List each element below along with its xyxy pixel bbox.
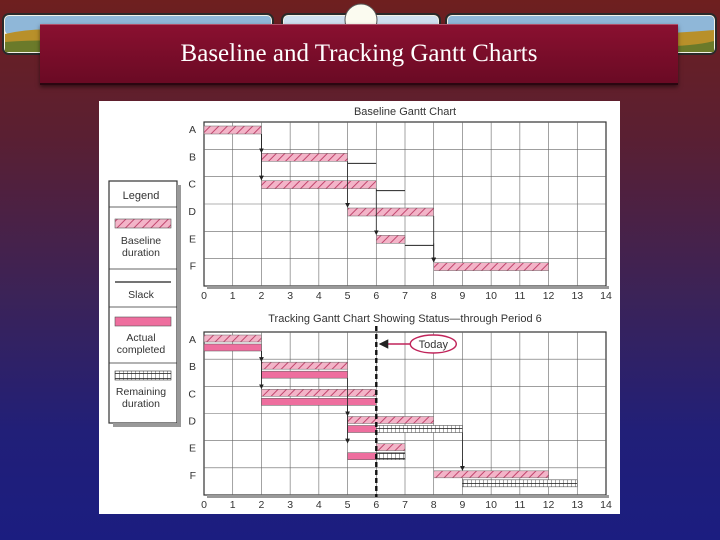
x-tick-label: 2 <box>258 290 265 302</box>
today-label: Today <box>418 339 448 351</box>
baseline-bar <box>204 126 261 134</box>
x-tick-label: 0 <box>201 290 207 302</box>
legend-actual-swatch <box>115 317 171 326</box>
x-tick-label: 9 <box>459 499 466 511</box>
x-tick-label: 6 <box>373 290 380 302</box>
actual-bar <box>261 371 347 378</box>
x-tick-label: 14 <box>600 290 612 302</box>
task-label: B <box>188 151 196 164</box>
task-label: D <box>188 415 196 428</box>
x-tick-label: 14 <box>600 499 612 511</box>
baseline-bar <box>261 362 347 369</box>
task-label: A <box>188 334 196 346</box>
task-label: F <box>189 469 196 482</box>
remaining-bar <box>376 453 405 460</box>
legend-remaining-swatch <box>115 371 171 380</box>
x-tick-label: 3 <box>287 499 294 511</box>
gantt-svg <box>99 101 620 514</box>
x-tick-label: 1 <box>229 499 236 511</box>
task-label: D <box>188 206 196 218</box>
slide-title: Baseline and Tracking Gantt Charts <box>180 40 538 67</box>
task-label: F <box>189 260 196 273</box>
task-label: E <box>188 442 196 455</box>
legend-remaining-label: Remaining duration <box>115 386 167 410</box>
remaining-bar <box>376 426 462 433</box>
x-tick-label: 12 <box>542 499 555 511</box>
x-tick-label: 4 <box>315 499 322 511</box>
x-tick-label: 13 <box>571 290 584 302</box>
x-tick-label: 2 <box>258 499 265 511</box>
legend-title: Legend <box>122 190 160 202</box>
x-tick-label: 1 <box>229 290 236 302</box>
x-tick-label: 13 <box>571 499 584 511</box>
chart-title: Tracking Gantt Chart Showing Status—through Period 6 <box>268 313 542 325</box>
x-tick-label: 8 <box>430 499 437 511</box>
actual-bar <box>204 344 261 351</box>
x-tick-label: 0 <box>201 499 207 511</box>
x-tick-label: 11 <box>514 499 526 511</box>
baseline-gantt-chart <box>188 106 612 302</box>
x-tick-label: 5 <box>344 499 351 511</box>
task-label: C <box>188 178 196 191</box>
actual-bar <box>348 426 377 433</box>
baseline-bar <box>348 208 434 216</box>
x-tick-label: 6 <box>373 499 380 511</box>
x-tick-label: 10 <box>485 499 497 511</box>
task-label: B <box>188 361 196 374</box>
x-tick-label: 4 <box>315 290 322 302</box>
baseline-bar <box>376 444 405 451</box>
chart-title: Baseline Gantt Chart <box>353 106 457 118</box>
task-label: A <box>188 124 196 136</box>
legend-slack-label: Slack <box>128 289 154 301</box>
baseline-bar <box>261 389 376 396</box>
x-tick-label: 3 <box>287 290 294 302</box>
plot-shadow <box>207 286 609 289</box>
x-tick-label: 7 <box>402 499 408 511</box>
baseline-bar <box>434 471 549 478</box>
baseline-bar <box>348 417 434 424</box>
task-label: C <box>188 388 196 401</box>
actual-bar <box>261 398 376 405</box>
baseline-bar <box>261 181 376 189</box>
baseline-bar <box>376 235 405 243</box>
slide-title-bar <box>40 24 678 85</box>
baseline-bar <box>261 153 347 161</box>
actual-bar <box>348 453 377 460</box>
baseline-bar <box>204 335 261 342</box>
legend-baseline-label: Baseline duration <box>120 235 162 259</box>
x-tick-label: 11 <box>514 290 526 302</box>
x-tick-label: 12 <box>542 290 555 302</box>
x-tick-label: 5 <box>344 290 351 302</box>
legend-baseline-swatch <box>115 219 171 228</box>
x-tick-label: 7 <box>402 290 408 302</box>
baseline-bar <box>434 263 549 271</box>
x-tick-label: 10 <box>485 290 497 302</box>
tracking-gantt-chart <box>188 313 612 511</box>
x-tick-label: 9 <box>459 290 466 302</box>
x-tick-label: 8 <box>430 290 437 302</box>
remaining-bar <box>462 480 577 487</box>
plot-shadow <box>207 495 609 498</box>
legend <box>109 181 181 427</box>
gantt-figure <box>99 101 620 514</box>
task-label: E <box>188 233 196 246</box>
legend-actual-label: Actual completed <box>116 332 166 356</box>
